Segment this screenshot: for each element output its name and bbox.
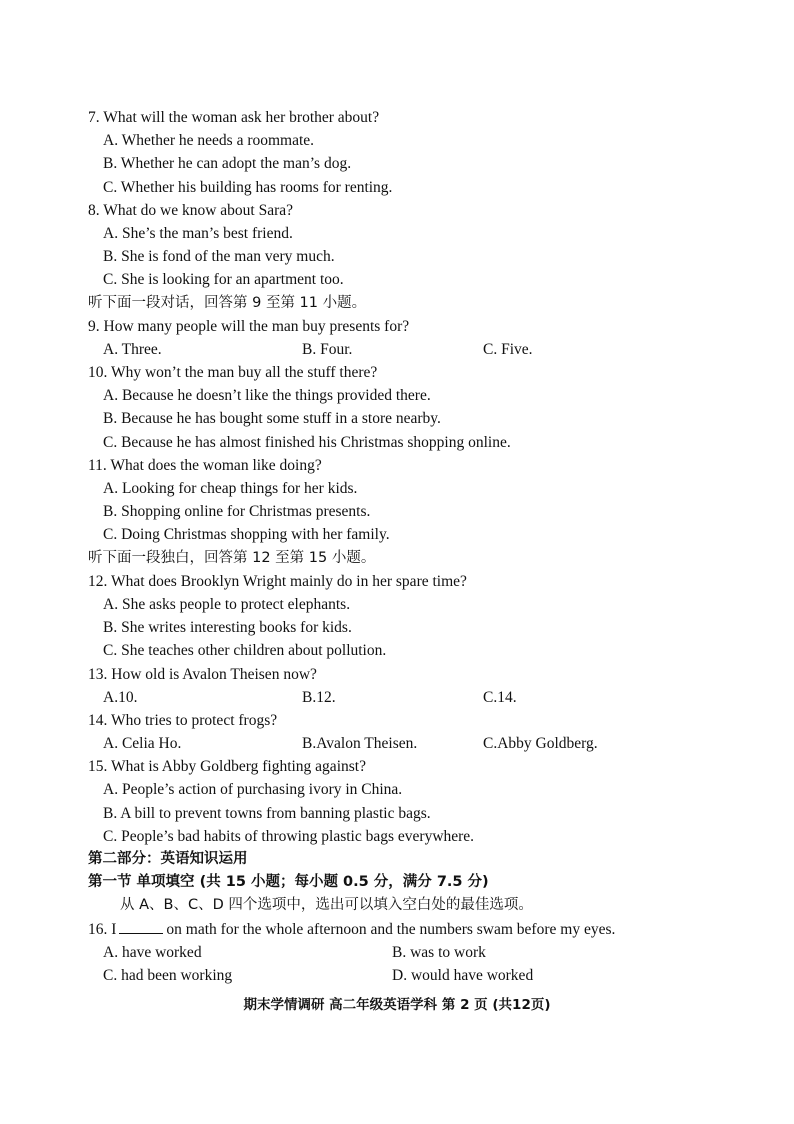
option-14c: C.Abby Goldberg. [483, 735, 598, 753]
option-13b: B.12. [302, 688, 336, 706]
question-9: 9. How many people will the man buy presents for? [88, 317, 410, 335]
option-8b: B. She is fond of the man very much. [103, 248, 335, 266]
question-14: 14. Who tries to protect frogs? [88, 711, 278, 729]
option-16d: D. would have worked [392, 966, 534, 984]
option-11c: C. Doing Christmas shopping with her family. [103, 526, 390, 544]
option-16c: C. had been working [103, 966, 233, 984]
option-10c: C. Because he has almost finished his Christmas shopping online. [103, 433, 511, 451]
question-10: 10. Why won’t the man buy all the stuff there? [88, 364, 378, 382]
option-7a: A. Whether he needs a roommate. [103, 132, 315, 150]
question-12: 12. What does Brooklyn Wright mainly do in her spare time? [88, 572, 467, 590]
answer-blank [119, 919, 163, 934]
option-13a: A.10. [103, 688, 138, 706]
question-8: 8. What do we know about Sara? [88, 201, 294, 219]
option-9c: C. Five. [483, 340, 533, 358]
option-9b: B. Four. [302, 340, 353, 358]
option-8c: C. She is looking for an apartment too. [103, 271, 344, 289]
option-15b: B. A bill to prevent towns from banning plastic bags. [103, 804, 431, 822]
options-14 [88, 732, 738, 755]
section1-title: 第一节 单项填空 (共 15 小题；每小题 0.5 分，满分 7.5 分) [88, 874, 489, 891]
question-13: 13. How old is Avalon Theisen now? [88, 665, 317, 683]
question-15: 15. What is Abby Goldberg fighting against? [88, 758, 366, 776]
option-11b: B. Shopping online for Christmas presents. [103, 503, 371, 521]
option-7c: C. Whether his building has rooms for renting. [103, 178, 393, 196]
option-16a: A. have worked [103, 943, 202, 961]
options-16-row2 [88, 964, 738, 987]
part2-title: 第二部分：英语知识运用 [88, 851, 248, 867]
option-12b: B. She writes interesting books for kids. [103, 619, 352, 637]
section-instruction-12-15: 听下面一段独白，回答第 12 至第 15 小题。 [88, 549, 376, 566]
page-content [88, 106, 738, 987]
option-14b: B.Avalon Theisen. [302, 735, 418, 753]
option-15c: C. People’s bad habits of throwing plastic bags everywhere. [103, 827, 475, 845]
option-15a: A. People’s action of purchasing ivory in China. [103, 781, 403, 799]
option-11a: A. Looking for cheap things for her kids. [103, 480, 358, 497]
question-16-prefix: 16. I [88, 920, 117, 938]
option-12a: A. She asks people to protect elephants. [103, 595, 351, 613]
question-7: 7. What will the woman ask her brother about? [88, 109, 380, 126]
option-10a: A. Because he doesn’t like the things provided there. [103, 387, 431, 405]
section-instruction-9-11: 听下面一段对话，回答第 9 至第 11 小题。 [88, 294, 367, 311]
options-9 [88, 338, 738, 361]
page-footer: 期末学情调研 高二年级英语学科 第 2 页 (共12页) [243, 997, 551, 1013]
option-13c: C.14. [483, 688, 517, 706]
question-16-suffix: on math for the whole afternoon and the numbers swam before my eyes. [166, 920, 616, 938]
section1-instruction: 从 A、B、C、D 四个选项中，选出可以填入空白处的最佳选项。 [120, 897, 533, 914]
options-16-row1 [88, 941, 738, 964]
option-12c: C. She teaches other children about pollution. [103, 642, 387, 660]
option-7b: B. Whether he can adopt the man’s dog. [103, 155, 352, 173]
option-14a: A. Celia Ho. [103, 735, 182, 753]
option-9a: A. Three. [103, 340, 162, 358]
option-10b: B. Because he has bought some stuff in a store nearby. [103, 410, 441, 428]
question-11: 11. What does the woman like doing? [88, 456, 322, 474]
option-16b: B. was to work [392, 943, 486, 961]
question-16 [88, 918, 738, 941]
options-13 [88, 686, 738, 709]
option-8a: A. She’s the man’s best friend. [103, 224, 293, 242]
